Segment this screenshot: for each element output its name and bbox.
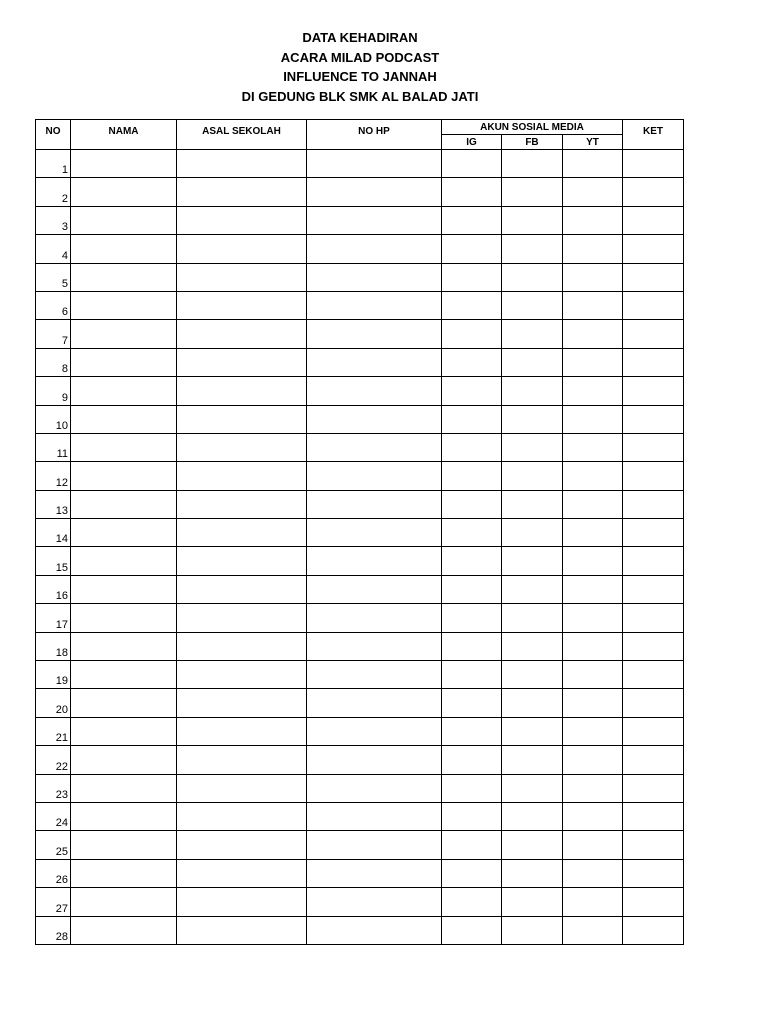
cell-nama[interactable] <box>71 632 177 660</box>
cell-asal-sekolah[interactable] <box>177 802 307 830</box>
cell-no: 28 <box>36 916 71 944</box>
cell-fb[interactable] <box>502 377 563 405</box>
cell-ket[interactable] <box>623 433 684 461</box>
table-body <box>36 150 684 945</box>
cell-yt[interactable] <box>563 547 623 575</box>
table-row <box>36 689 684 717</box>
cell-fb[interactable] <box>502 263 563 291</box>
table-row <box>36 661 684 689</box>
cell-nama[interactable] <box>71 802 177 830</box>
cell-fb[interactable] <box>502 888 563 916</box>
cell-no: 11 <box>36 433 71 461</box>
cell-yt[interactable] <box>563 291 623 319</box>
table-row <box>36 405 684 433</box>
cell-no-hp[interactable] <box>307 859 442 887</box>
cell-asal-sekolah[interactable] <box>177 377 307 405</box>
cell-ket[interactable] <box>623 377 684 405</box>
header-no: NO <box>36 120 71 150</box>
cell-fb[interactable] <box>502 547 563 575</box>
cell-no: 27 <box>36 888 71 916</box>
header-yt: YT <box>563 135 623 150</box>
cell-no: 17 <box>36 604 71 632</box>
cell-ket[interactable] <box>623 575 684 603</box>
table-row <box>36 235 684 263</box>
cell-ket[interactable] <box>623 263 684 291</box>
cell-no-hp[interactable] <box>307 746 442 774</box>
cell-nama[interactable] <box>71 490 177 518</box>
cell-nama[interactable] <box>71 206 177 234</box>
cell-ig[interactable] <box>442 291 502 319</box>
cell-no: 12 <box>36 462 71 490</box>
cell-ket[interactable] <box>623 746 684 774</box>
cell-fb[interactable] <box>502 519 563 547</box>
cell-no: 6 <box>36 291 71 319</box>
cell-yt[interactable] <box>563 717 623 745</box>
cell-ket[interactable] <box>623 490 684 518</box>
cell-no-hp[interactable] <box>307 802 442 830</box>
table-row <box>36 433 684 461</box>
cell-no-hp[interactable] <box>307 235 442 263</box>
attendance-table <box>35 119 684 945</box>
cell-ket[interactable] <box>623 802 684 830</box>
cell-no: 3 <box>36 206 71 234</box>
cell-no: 18 <box>36 632 71 660</box>
cell-ig[interactable] <box>442 746 502 774</box>
cell-no: 26 <box>36 859 71 887</box>
cell-ket[interactable] <box>623 547 684 575</box>
cell-no-hp[interactable] <box>307 604 442 632</box>
cell-yt[interactable] <box>563 490 623 518</box>
cell-ig[interactable] <box>442 689 502 717</box>
header-no-hp: NO HP <box>307 120 442 150</box>
cell-ket[interactable] <box>623 348 684 376</box>
cell-asal-sekolah[interactable] <box>177 746 307 774</box>
cell-no-hp[interactable] <box>307 263 442 291</box>
cell-no: 16 <box>36 575 71 603</box>
cell-no-hp[interactable] <box>307 291 442 319</box>
cell-nama[interactable] <box>71 150 177 178</box>
cell-asal-sekolah[interactable] <box>177 888 307 916</box>
cell-no: 23 <box>36 774 71 802</box>
cell-ig[interactable] <box>442 717 502 745</box>
header-fb: FB <box>502 135 563 150</box>
cell-no-hp[interactable] <box>307 831 442 859</box>
cell-ket[interactable] <box>623 462 684 490</box>
cell-ig[interactable] <box>442 831 502 859</box>
table-row <box>36 178 684 206</box>
cell-ket[interactable] <box>623 178 684 206</box>
cell-no-hp[interactable] <box>307 150 442 178</box>
cell-nama[interactable] <box>71 859 177 887</box>
cell-no: 19 <box>36 661 71 689</box>
cell-ig[interactable] <box>442 575 502 603</box>
table-row <box>36 717 684 745</box>
cell-nama[interactable] <box>71 235 177 263</box>
cell-no: 15 <box>36 547 71 575</box>
cell-asal-sekolah[interactable] <box>177 320 307 348</box>
cell-no: 2 <box>36 178 71 206</box>
cell-no: 9 <box>36 377 71 405</box>
cell-ket[interactable] <box>623 689 684 717</box>
cell-yt[interactable] <box>563 916 623 944</box>
cell-nama[interactable] <box>71 405 177 433</box>
cell-yt[interactable] <box>563 604 623 632</box>
cell-yt[interactable] <box>563 774 623 802</box>
table-row <box>36 462 684 490</box>
cell-yt[interactable] <box>563 405 623 433</box>
cell-nama[interactable] <box>71 178 177 206</box>
cell-ket[interactable] <box>623 774 684 802</box>
cell-asal-sekolah[interactable] <box>177 206 307 234</box>
cell-yt[interactable] <box>563 235 623 263</box>
cell-no: 20 <box>36 689 71 717</box>
cell-ket[interactable] <box>623 632 684 660</box>
cell-no: 24 <box>36 802 71 830</box>
cell-asal-sekolah[interactable] <box>177 490 307 518</box>
cell-ket[interactable] <box>623 717 684 745</box>
cell-no: 5 <box>36 263 71 291</box>
cell-nama[interactable] <box>71 916 177 944</box>
cell-nama[interactable] <box>71 575 177 603</box>
cell-ket[interactable] <box>623 291 684 319</box>
cell-ig[interactable] <box>442 604 502 632</box>
cell-asal-sekolah[interactable] <box>177 263 307 291</box>
cell-no: 1 <box>36 150 71 178</box>
cell-fb[interactable] <box>502 150 563 178</box>
table-row <box>36 348 684 376</box>
cell-nama[interactable] <box>71 320 177 348</box>
cell-yt[interactable] <box>563 746 623 774</box>
cell-fb[interactable] <box>502 320 563 348</box>
cell-no: 22 <box>36 746 71 774</box>
cell-yt[interactable] <box>563 433 623 461</box>
cell-ig[interactable] <box>442 774 502 802</box>
cell-fb[interactable] <box>502 916 563 944</box>
cell-yt[interactable] <box>563 263 623 291</box>
cell-ig[interactable] <box>442 661 502 689</box>
cell-ig[interactable] <box>442 632 502 660</box>
cell-yt[interactable] <box>563 377 623 405</box>
cell-no-hp[interactable] <box>307 320 442 348</box>
cell-ket[interactable] <box>623 405 684 433</box>
cell-ig[interactable] <box>442 178 502 206</box>
cell-ig[interactable] <box>442 859 502 887</box>
table-row <box>36 774 684 802</box>
cell-fb[interactable] <box>502 661 563 689</box>
cell-yt[interactable] <box>563 661 623 689</box>
cell-no-hp[interactable] <box>307 547 442 575</box>
table-row <box>36 831 684 859</box>
cell-nama[interactable] <box>71 377 177 405</box>
table-row <box>36 206 684 234</box>
cell-no-hp[interactable] <box>307 632 442 660</box>
table-row <box>36 859 684 887</box>
table-row <box>36 802 684 830</box>
cell-no-hp[interactable] <box>307 206 442 234</box>
cell-no-hp[interactable] <box>307 774 442 802</box>
cell-no: 13 <box>36 490 71 518</box>
cell-no-hp[interactable] <box>307 916 442 944</box>
cell-fb[interactable] <box>502 433 563 461</box>
cell-nama[interactable] <box>71 689 177 717</box>
cell-ig[interactable] <box>442 547 502 575</box>
table-row <box>36 150 684 178</box>
cell-nama[interactable] <box>71 661 177 689</box>
cell-nama[interactable] <box>71 774 177 802</box>
cell-yt[interactable] <box>563 519 623 547</box>
cell-asal-sekolah[interactable] <box>177 916 307 944</box>
cell-ket[interactable] <box>623 831 684 859</box>
cell-asal-sekolah[interactable] <box>177 519 307 547</box>
cell-asal-sekolah[interactable] <box>177 291 307 319</box>
cell-no-hp[interactable] <box>307 490 442 518</box>
cell-no-hp[interactable] <box>307 348 442 376</box>
cell-ig[interactable] <box>442 916 502 944</box>
cell-ket[interactable] <box>623 206 684 234</box>
header-nama: NAMA <box>71 120 177 150</box>
document-title <box>0 28 720 106</box>
cell-asal-sekolah[interactable] <box>177 348 307 376</box>
header-ig: IG <box>442 135 502 150</box>
cell-nama[interactable] <box>71 604 177 632</box>
cell-asal-sekolah[interactable] <box>177 831 307 859</box>
header-ket: KET <box>623 120 684 150</box>
cell-no-hp[interactable] <box>307 661 442 689</box>
cell-nama[interactable] <box>71 831 177 859</box>
cell-asal-sekolah[interactable] <box>177 661 307 689</box>
cell-nama[interactable] <box>71 348 177 376</box>
cell-asal-sekolah[interactable] <box>177 859 307 887</box>
cell-asal-sekolah[interactable] <box>177 433 307 461</box>
cell-no-hp[interactable] <box>307 405 442 433</box>
cell-ket[interactable] <box>623 916 684 944</box>
cell-fb[interactable] <box>502 859 563 887</box>
cell-ket[interactable] <box>623 888 684 916</box>
cell-fb[interactable] <box>502 405 563 433</box>
cell-nama[interactable] <box>71 291 177 319</box>
cell-ig[interactable] <box>442 206 502 234</box>
cell-yt[interactable] <box>563 320 623 348</box>
cell-fb[interactable] <box>502 774 563 802</box>
title-line-1: DATA KEHADIRAN <box>302 30 418 45</box>
cell-no: 25 <box>36 831 71 859</box>
cell-ig[interactable] <box>442 405 502 433</box>
table-row <box>36 377 684 405</box>
cell-fb[interactable] <box>502 689 563 717</box>
cell-yt[interactable] <box>563 462 623 490</box>
cell-yt[interactable] <box>563 178 623 206</box>
cell-asal-sekolah[interactable] <box>177 405 307 433</box>
table-row <box>36 575 684 603</box>
cell-asal-sekolah[interactable] <box>177 717 307 745</box>
cell-asal-sekolah[interactable] <box>177 178 307 206</box>
cell-fb[interactable] <box>502 802 563 830</box>
cell-asal-sekolah[interactable] <box>177 774 307 802</box>
cell-fb[interactable] <box>502 831 563 859</box>
cell-fb[interactable] <box>502 746 563 774</box>
cell-ket[interactable] <box>623 661 684 689</box>
table-row <box>36 291 684 319</box>
cell-nama[interactable] <box>71 746 177 774</box>
cell-yt[interactable] <box>563 206 623 234</box>
cell-ig[interactable] <box>442 348 502 376</box>
cell-fb[interactable] <box>502 575 563 603</box>
table-row <box>36 263 684 291</box>
table-row <box>36 320 684 348</box>
cell-fb[interactable] <box>502 291 563 319</box>
cell-asal-sekolah[interactable] <box>177 547 307 575</box>
cell-asal-sekolah[interactable] <box>177 150 307 178</box>
cell-fb[interactable] <box>502 604 563 632</box>
cell-yt[interactable] <box>563 888 623 916</box>
cell-no: 10 <box>36 405 71 433</box>
table-row <box>36 547 684 575</box>
cell-ig[interactable] <box>442 802 502 830</box>
cell-nama[interactable] <box>71 462 177 490</box>
cell-yt[interactable] <box>563 150 623 178</box>
cell-nama[interactable] <box>71 717 177 745</box>
table-row <box>36 604 684 632</box>
cell-yt[interactable] <box>563 575 623 603</box>
cell-ket[interactable] <box>623 859 684 887</box>
cell-asal-sekolah[interactable] <box>177 575 307 603</box>
cell-asal-sekolah[interactable] <box>177 235 307 263</box>
cell-fb[interactable] <box>502 235 563 263</box>
cell-nama[interactable] <box>71 519 177 547</box>
cell-nama[interactable] <box>71 263 177 291</box>
cell-no-hp[interactable] <box>307 717 442 745</box>
cell-asal-sekolah[interactable] <box>177 689 307 717</box>
cell-asal-sekolah[interactable] <box>177 604 307 632</box>
cell-no: 8 <box>36 348 71 376</box>
cell-ig[interactable] <box>442 263 502 291</box>
title-line-3: INFLUENCE TO JANNAH <box>283 69 437 84</box>
cell-ket[interactable] <box>623 235 684 263</box>
cell-fb[interactable] <box>502 206 563 234</box>
header-akun-sosial-media: AKUN SOSIAL MEDIA <box>442 120 623 135</box>
table-header <box>36 120 684 150</box>
cell-fb[interactable] <box>502 490 563 518</box>
header-asal-sekolah: ASAL SEKOLAH <box>177 120 307 150</box>
cell-nama[interactable] <box>71 547 177 575</box>
cell-yt[interactable] <box>563 348 623 376</box>
cell-ig[interactable] <box>442 490 502 518</box>
cell-no: 21 <box>36 717 71 745</box>
cell-no-hp[interactable] <box>307 178 442 206</box>
cell-yt[interactable] <box>563 831 623 859</box>
table-row <box>36 490 684 518</box>
cell-ig[interactable] <box>442 320 502 348</box>
title-line-2: ACARA MILAD PODCAST <box>280 49 440 65</box>
cell-ig[interactable] <box>442 377 502 405</box>
cell-ket[interactable] <box>623 604 684 632</box>
cell-nama[interactable] <box>71 888 177 916</box>
cell-asal-sekolah[interactable] <box>177 632 307 660</box>
title-line-4: DI GEDUNG BLK SMK AL BALAD JATI <box>241 88 479 104</box>
table-row <box>36 519 684 547</box>
cell-nama[interactable] <box>71 433 177 461</box>
cell-yt[interactable] <box>563 689 623 717</box>
cell-yt[interactable] <box>563 859 623 887</box>
cell-ig[interactable] <box>442 888 502 916</box>
table-row <box>36 746 684 774</box>
cell-yt[interactable] <box>563 802 623 830</box>
cell-no-hp[interactable] <box>307 575 442 603</box>
table-row <box>36 888 684 916</box>
cell-no-hp[interactable] <box>307 519 442 547</box>
cell-fb[interactable] <box>502 348 563 376</box>
cell-asal-sekolah[interactable] <box>177 462 307 490</box>
cell-no: 4 <box>36 235 71 263</box>
cell-no-hp[interactable] <box>307 433 442 461</box>
cell-no: 14 <box>36 519 71 547</box>
cell-no-hp[interactable] <box>307 377 442 405</box>
cell-ket[interactable] <box>623 150 684 178</box>
cell-ig[interactable] <box>442 462 502 490</box>
table-row <box>36 916 684 944</box>
cell-no-hp[interactable] <box>307 462 442 490</box>
cell-fb[interactable] <box>502 717 563 745</box>
cell-yt[interactable] <box>563 632 623 660</box>
cell-ket[interactable] <box>623 519 684 547</box>
cell-fb[interactable] <box>502 632 563 660</box>
table-row <box>36 632 684 660</box>
cell-no-hp[interactable] <box>307 689 442 717</box>
cell-no-hp[interactable] <box>307 888 442 916</box>
cell-no: 7 <box>36 320 71 348</box>
cell-ig[interactable] <box>442 433 502 461</box>
cell-ig[interactable] <box>442 150 502 178</box>
cell-fb[interactable] <box>502 462 563 490</box>
cell-fb[interactable] <box>502 178 563 206</box>
cell-ket[interactable] <box>623 320 684 348</box>
cell-ig[interactable] <box>442 235 502 263</box>
cell-ig[interactable] <box>442 519 502 547</box>
